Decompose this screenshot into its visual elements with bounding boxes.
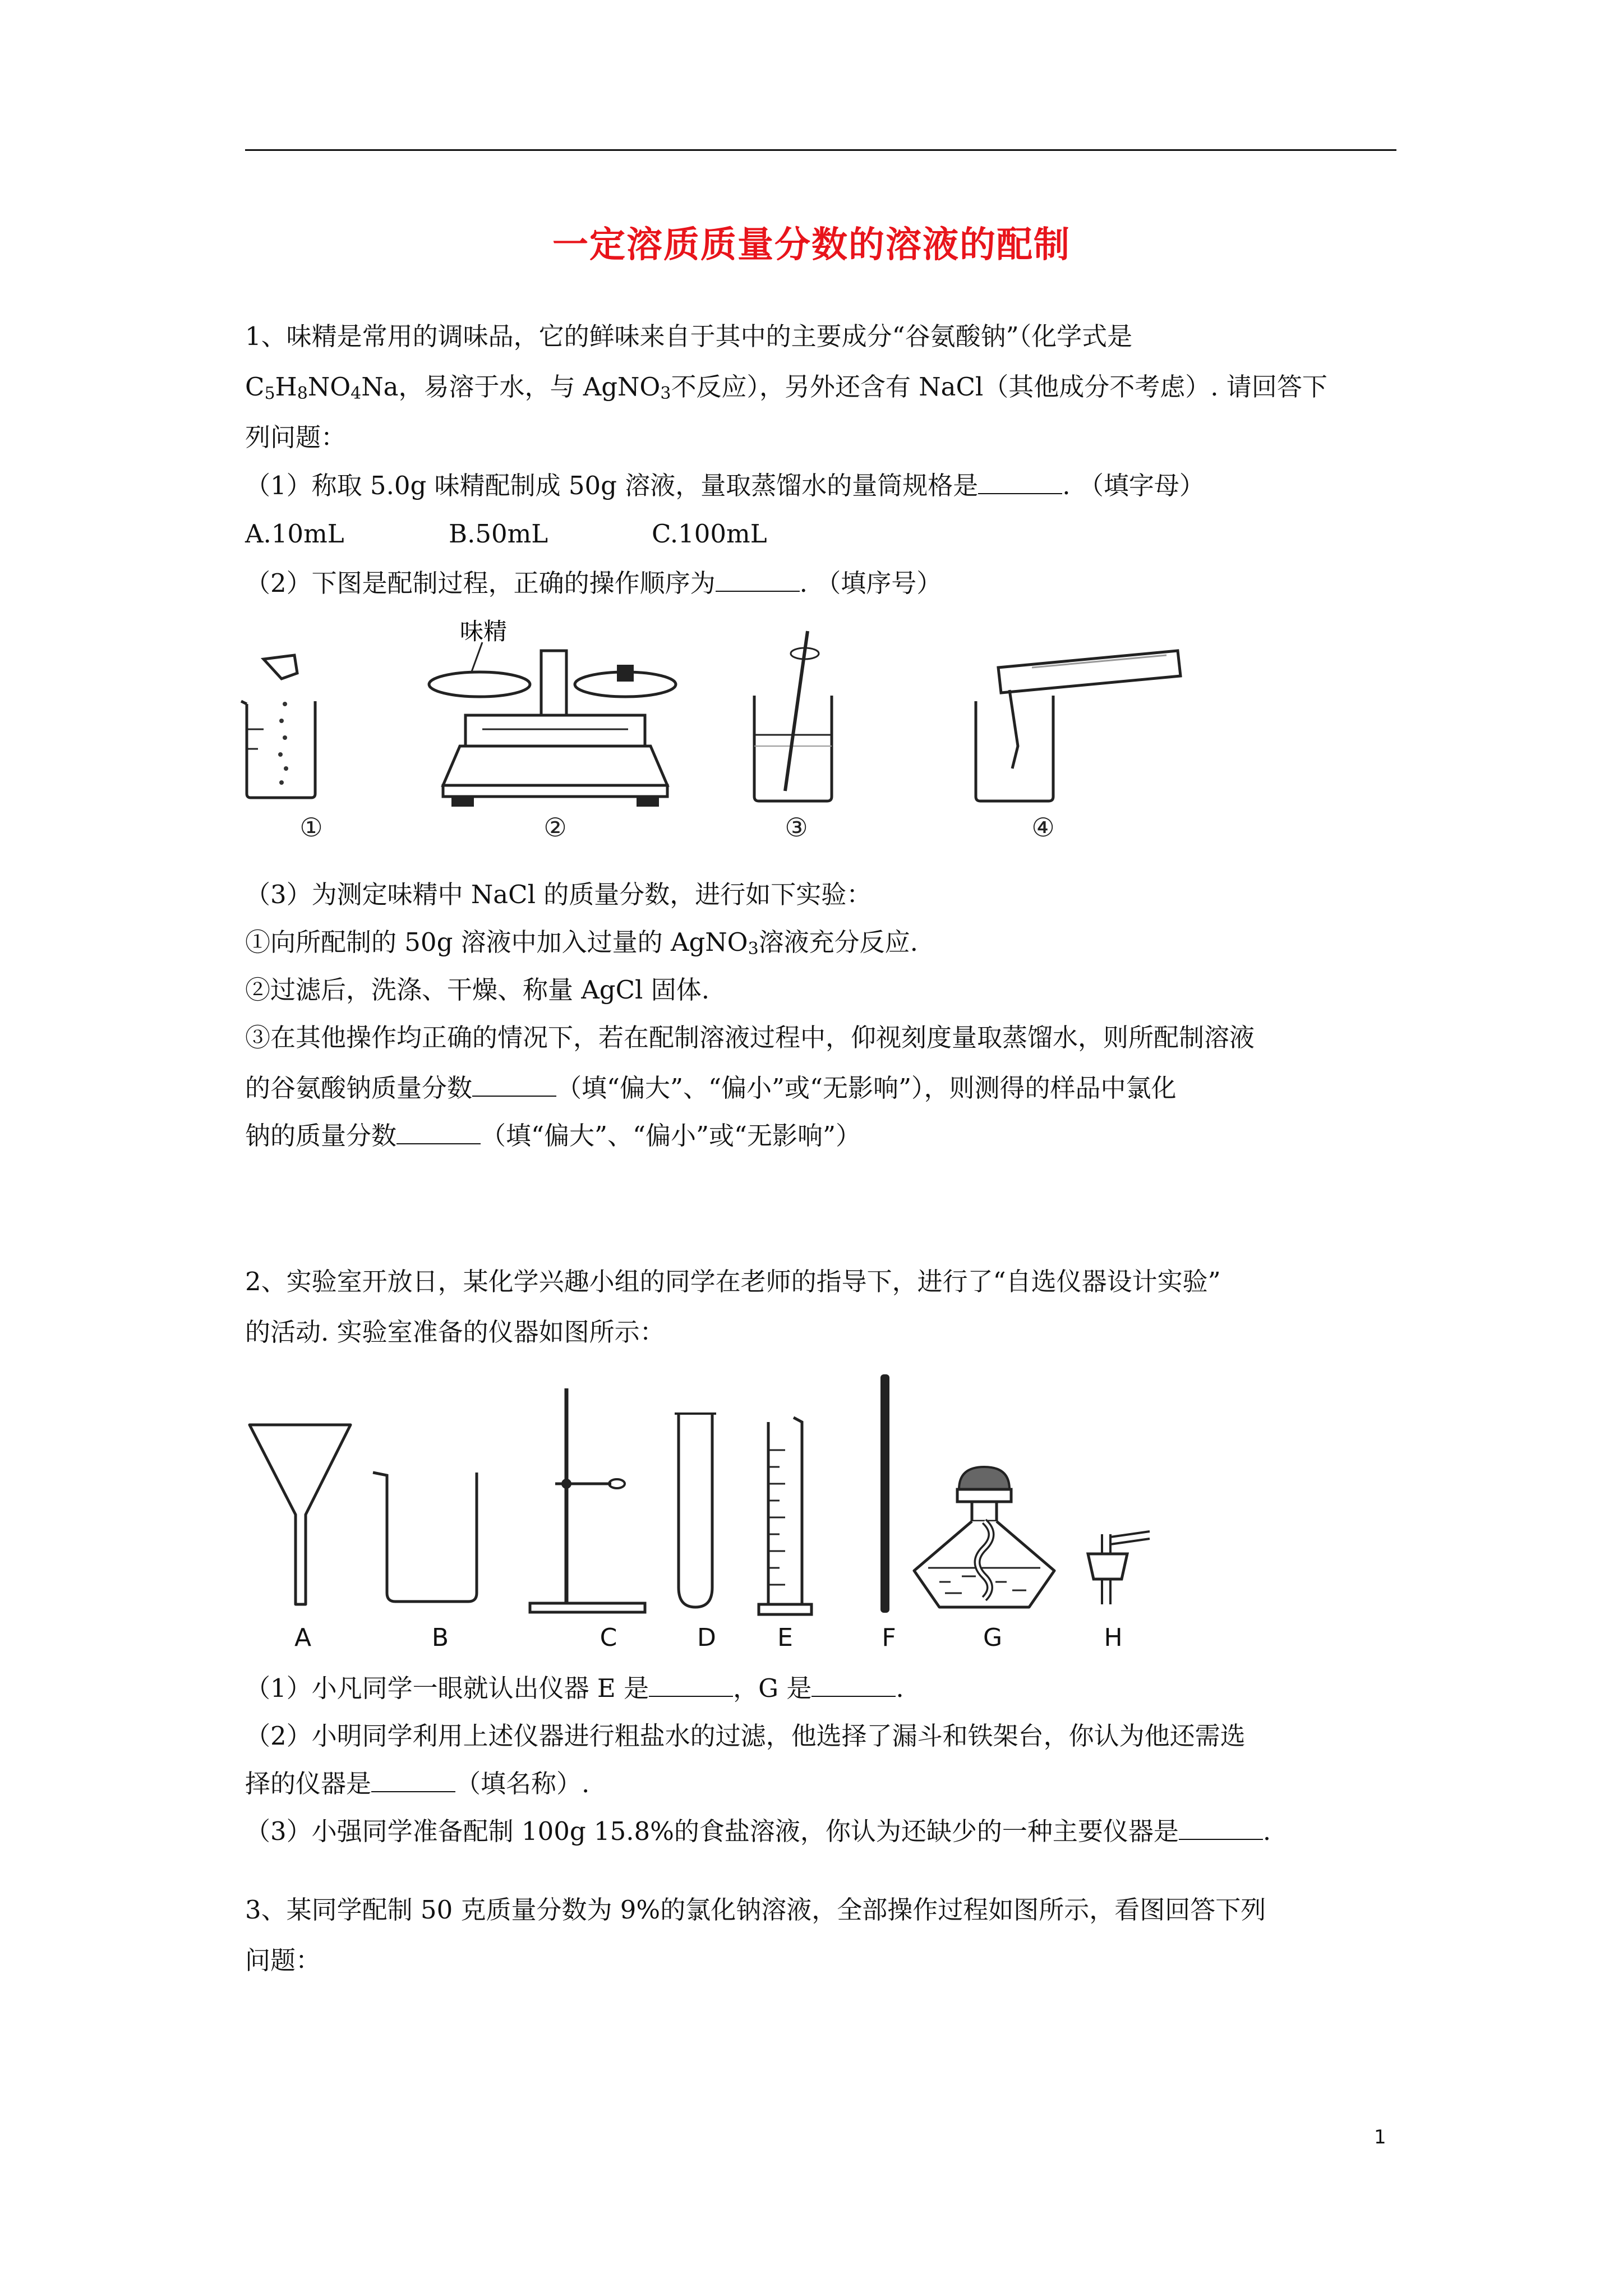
- answer-blank[interactable]: [1179, 1816, 1263, 1840]
- q1-part-1: （1）称取 5.0g 味精配制成 50g 溶液，量取蒸馏水的量筒规格是 . （填字母）: [245, 471, 1205, 500]
- apparatus-label-f: F: [882, 1623, 896, 1652]
- step-number-1: ①: [299, 812, 323, 843]
- q1-line-3: 列问题：: [245, 422, 347, 452]
- header-rule: [245, 149, 1396, 151]
- answer-blank[interactable]: [371, 1769, 455, 1792]
- step-2-balance-figure: [426, 617, 684, 808]
- apparatus-label-g: G: [983, 1623, 1003, 1652]
- step-4-pour-liquid-figure: [965, 634, 1189, 808]
- beaker-figure: [370, 1467, 488, 1607]
- stopper-tube-figure: [1080, 1529, 1158, 1613]
- q1-step-3-line-1: ③在其他操作均正确的情况下，若在配制溶液过程中，仰视刻度量取蒸馏水，则所配制溶液: [245, 1023, 1255, 1052]
- step-number-4: ④: [1031, 812, 1055, 843]
- q1-line-2: $C_5H_8NO_4Na$，易溶于水，与 AgNO$_3$不反应），另外还含有 NaCl（其他成分不考虑）. 请回答下: [245, 372, 1327, 403]
- answer-blank[interactable]: [716, 568, 800, 592]
- page-title: 一定溶质质量分数的溶液的配制: [552, 224, 1071, 266]
- funnel-figure: [244, 1419, 356, 1610]
- answer-blank[interactable]: [396, 1121, 481, 1144]
- apparatus-label-c: C: [600, 1623, 617, 1652]
- option-c: C.100mL: [652, 519, 767, 549]
- step-1-pour-solid-figure: [241, 651, 320, 802]
- alcohol-lamp-figure: [906, 1456, 1063, 1613]
- answer-blank[interactable]: [978, 471, 1062, 494]
- q3-line-2: 问题：: [245, 1945, 321, 1975]
- option-a: A.10mL: [245, 519, 344, 549]
- q2-part-2-line-2: 择的仪器是 （填名称）.: [245, 1769, 590, 1798]
- apparatus-label-d: D: [697, 1623, 716, 1652]
- q1-step-3-line-3: 钠的质量分数 （填“偏大”、“偏小”或“无影响”）: [245, 1121, 861, 1151]
- answer-blank[interactable]: [649, 1673, 733, 1697]
- apparatus-label-b: B: [431, 1623, 449, 1652]
- answer-blank[interactable]: [472, 1073, 556, 1097]
- step-3-stir-figure: [746, 628, 841, 808]
- q2-line-2: 的活动. 实验室准备的仪器如图所示：: [245, 1317, 665, 1347]
- q1-line-1: 1、味精是常用的调味品，它的鲜味来自于其中的主要成分“谷氨酸钠”（化学式是: [245, 321, 1133, 351]
- q3-line-1: 3、某同学配制 50 克质量分数为 9%的氯化钠溶液，全部操作过程如图所示，看图回答下列: [245, 1895, 1266, 1925]
- option-b: B.50mL: [449, 519, 548, 549]
- page-number: 1: [1374, 2126, 1386, 2148]
- glass-rod-figure: [875, 1372, 897, 1618]
- q2-part-1: （1）小凡同学一眼就认出仪器 E 是 ，G 是 .: [245, 1673, 904, 1703]
- apparatus-label-h: H: [1104, 1623, 1123, 1652]
- q1-step-2: ②过滤后，洗涤、干燥、称量 AgCl 固体.: [245, 975, 710, 1005]
- step-number-2: ②: [543, 812, 567, 843]
- q2-part-3: （3）小强同学准备配制 100g 15.8%的食盐溶液，你认为还缺少的一种主要仪器是 .: [245, 1816, 1271, 1846]
- q1-step-3-line-2: 的谷氨酸钠质量分数 （填“偏大”、“偏小”或“无影响”），则测得的样品中氯化: [245, 1073, 1177, 1103]
- step-number-3: ③: [785, 812, 808, 843]
- apparatus-label-a: A: [294, 1623, 312, 1652]
- iron-stand-figure: [505, 1383, 651, 1618]
- q1-step-1: ①向所配制的 50g 溶液中加入过量的 AgNO$_3$溶液充分反应.: [245, 927, 918, 959]
- q1-part-3: （3）为测定味精中 NaCl 的质量分数，进行如下实验：: [245, 880, 872, 909]
- test-tube-figure: [670, 1408, 721, 1616]
- figure-label-weijing: 味精: [460, 618, 508, 645]
- q2-part-2-line-1: （2）小明同学利用上述仪器进行粗盐水的过滤，他选择了漏斗和铁架台，你认为他还需选: [245, 1721, 1246, 1751]
- q2-line-1: 2、实验室开放日，某化学兴趣小组的同学在老师的指导下，进行了“自选仪器设计实验”: [245, 1267, 1221, 1296]
- q1-part-2: （2）下图是配制过程，正确的操作顺序为 . （填序号）: [245, 568, 942, 598]
- graduated-cylinder-figure: [754, 1416, 816, 1621]
- apparatus-label-e: E: [777, 1623, 793, 1652]
- answer-blank[interactable]: [811, 1673, 896, 1697]
